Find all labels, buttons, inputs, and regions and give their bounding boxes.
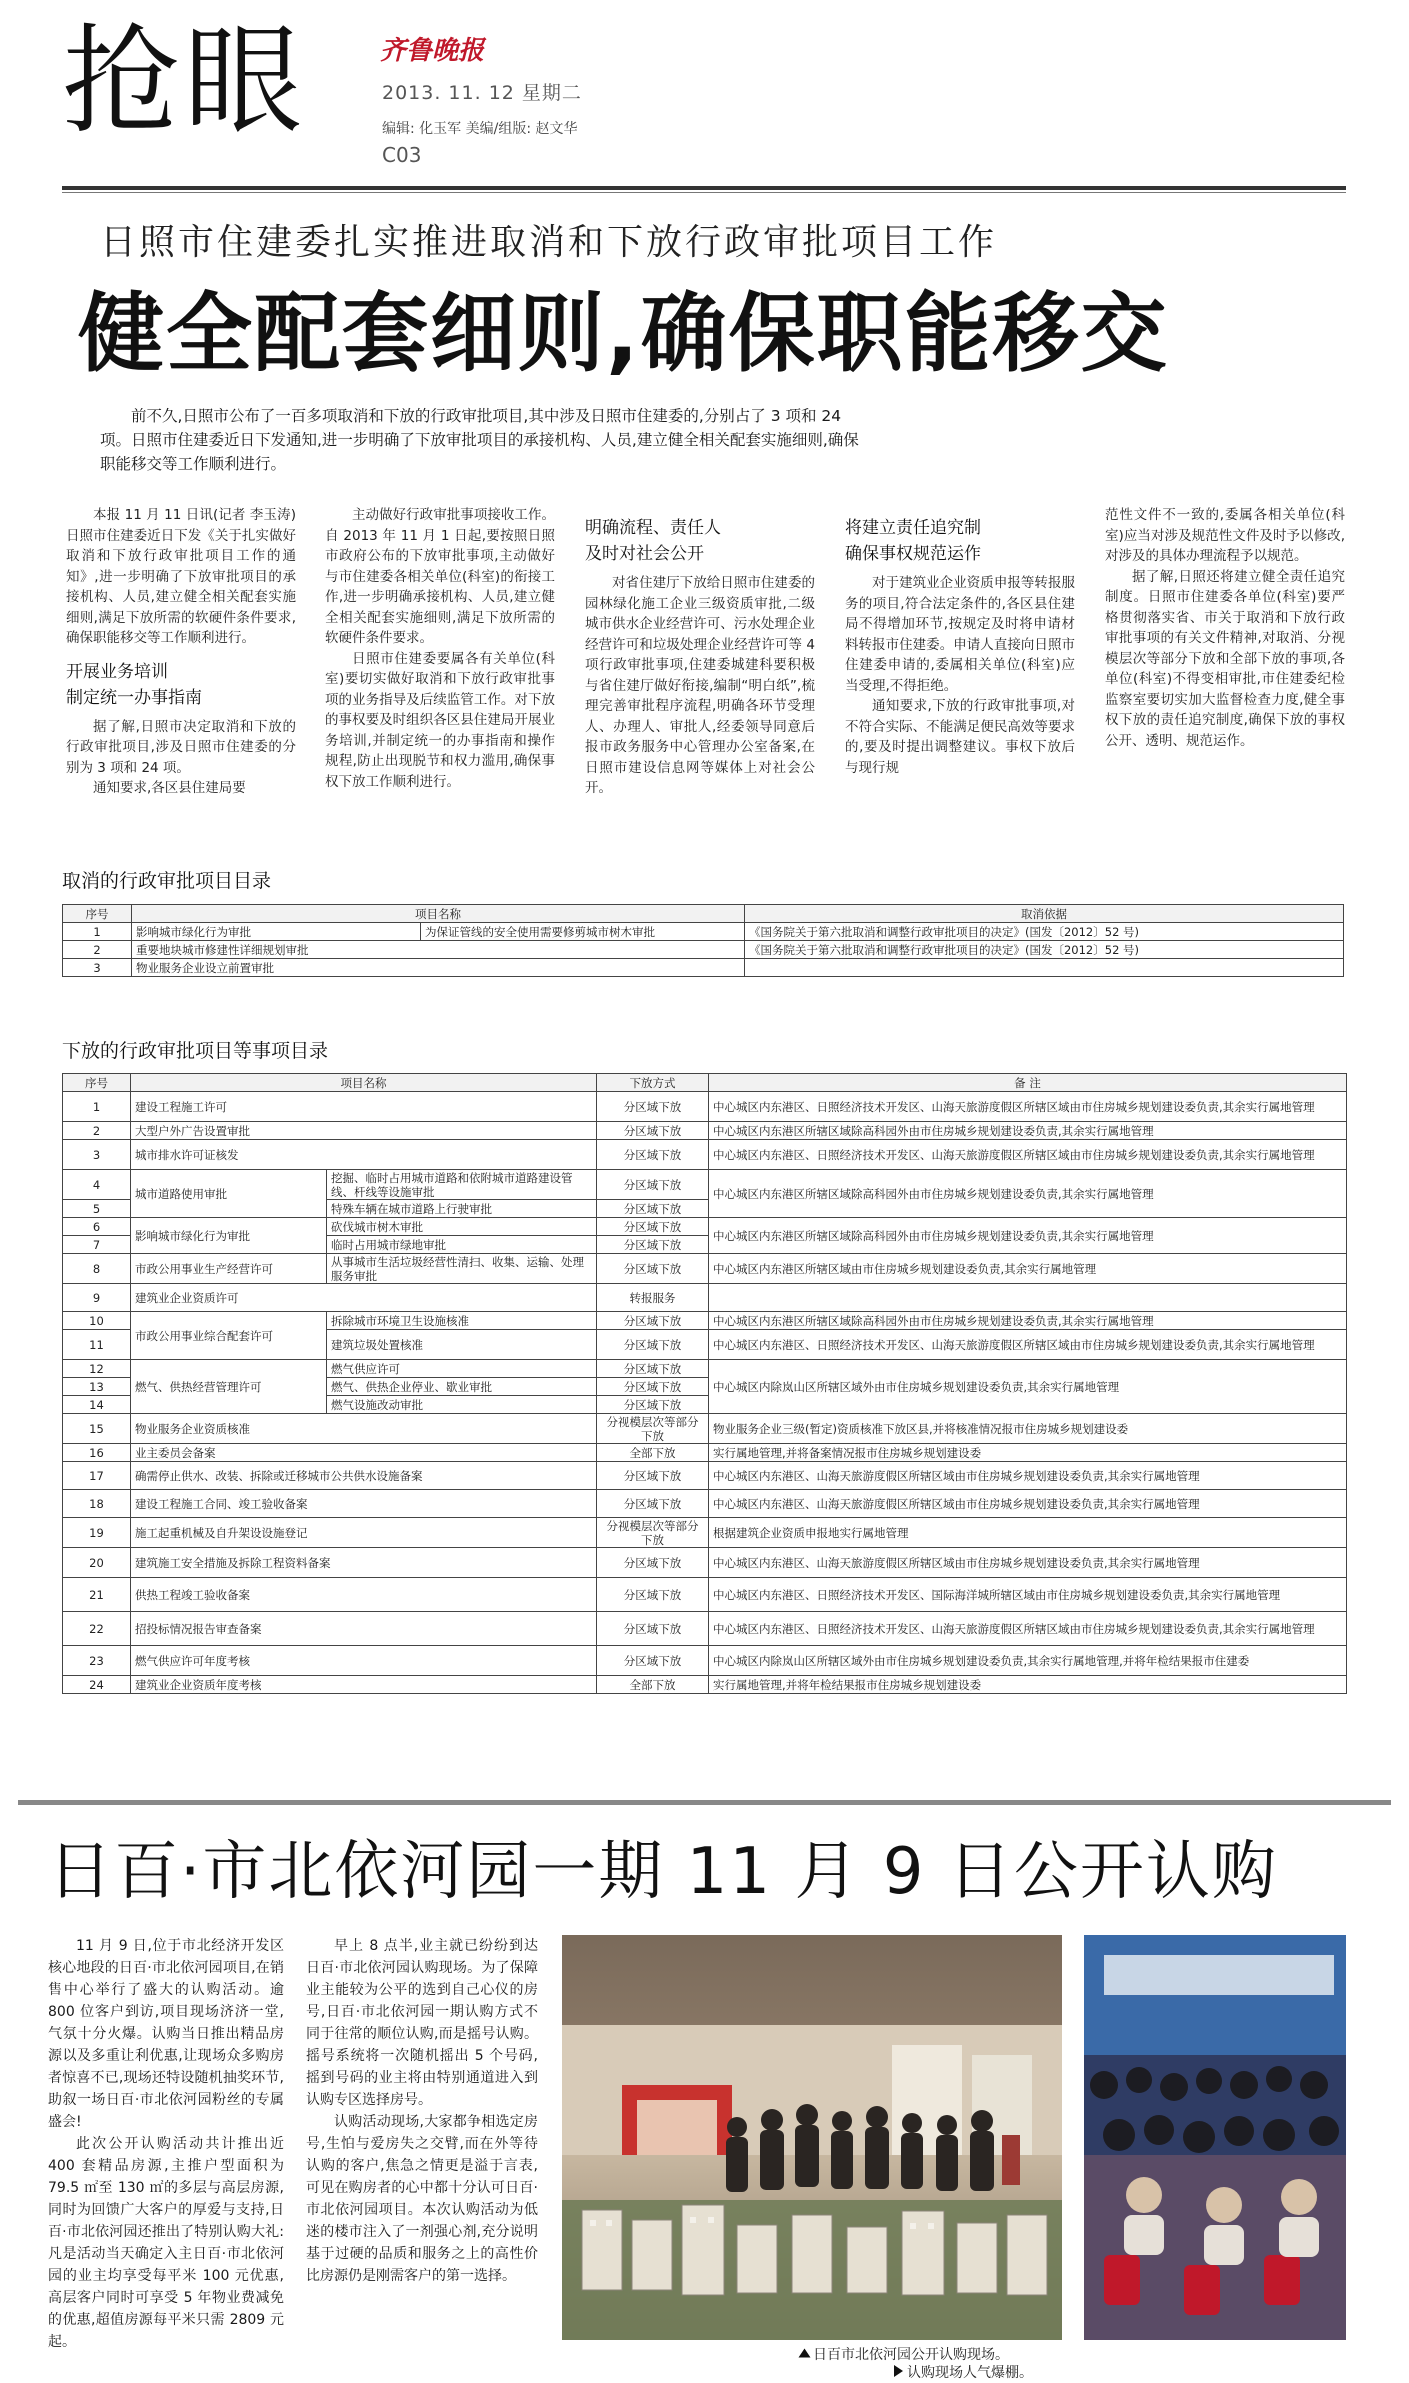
- table-cell: 燃气供应许可: [327, 1360, 597, 1378]
- table-cell: 分区域下放: [597, 1170, 709, 1200]
- table-cell: 物业服务企业三级(暂定)资质核准下放区县,并将核准情况报市住房城乡规划建设委: [709, 1414, 1347, 1444]
- table-row: [63, 941, 1344, 959]
- cancelled-items-table: [62, 904, 1344, 977]
- table-header: 下放方式: [597, 1074, 709, 1092]
- right-arrow-icon: [894, 2365, 903, 2377]
- table-cell: 中心城区内东港区、日照经济技术开发区、山海天旅游度假区所辖区域由市住房城乡规划建设委负责,其余实行属地管理: [709, 1330, 1347, 1360]
- table-cell: 12: [63, 1360, 131, 1378]
- section-heading: 将建立责任追究制 确保事权规范运作: [845, 518, 981, 564]
- table-cell: 特殊车辆在城市道路上行驶审批: [327, 1200, 597, 1218]
- table-cell: 建设工程施工合同、竣工验收备案: [131, 1490, 597, 1518]
- table-row: [63, 1360, 1347, 1378]
- table-cell: 中心城区内东港区所辖区域除高科园外由市住房城乡规划建设委负责,其余实行属地管理: [709, 1312, 1347, 1330]
- masthead-rule-thin: [62, 192, 1346, 193]
- sales-event-photo: [562, 1935, 1062, 2340]
- article-lead: 前不久,日照市公布了一百多项取消和下放的行政审批项目,其中涉及日照市住建委的,分别占了 3 项和 24 项。日照市住建委近日下发通知,进一步明确了下放审批项目的承接机构、人员,建立健全相关配套实施细则,确保职能移交等工作顺利进行。: [100, 407, 859, 473]
- table-cell: 为保证管线的安全使用需要修剪城市树木审批: [421, 923, 745, 941]
- table-cell: 物业服务企业资质核准: [131, 1414, 597, 1444]
- table-row: [63, 1646, 1347, 1676]
- ad-column-2: [306, 1935, 538, 2287]
- table-cell: 拆除城市环境卫生设施核准: [327, 1312, 597, 1330]
- table-cell: 临时占用城市绿地审批: [327, 1236, 597, 1254]
- table-cell: 影响城市绿化行为审批: [132, 923, 421, 941]
- ad-column-1: [48, 1935, 284, 2353]
- table-row: [63, 959, 1344, 977]
- table-cell: 分区域下放: [597, 1218, 709, 1236]
- table-row: [63, 1092, 1347, 1122]
- paragraph: 对于建筑业企业资质申报等转报服务的项目,符合法定条件的,各区县住建局不得增加环节,按规定及时将申请材料转报市住建委。申请人直接向日照市住建委申请的,委属相关单位(科室)应当受理,不得拒绝。: [845, 575, 1075, 694]
- paragraph: 11 月 9 日,位于市北经济开发区核心地段的日百·市北依河园项目,在销售中心举行了盛大的认购活动。逾 800 位客户到访,项目现场济济一堂,气氛十分火爆。认购当日推出精品房源以及多重让利优惠,让现场众多购房者惊喜不已,现场还特设随机抽奖环节,助叙一场日百·市北依河园粉丝的专属盛会!: [48, 1938, 284, 2130]
- table-cell: 24: [63, 1676, 131, 1694]
- table-row: [63, 1518, 1347, 1548]
- table-header: 备 注: [709, 1074, 1347, 1092]
- table-cell: 21: [63, 1578, 131, 1612]
- crowd-photo: [1084, 1935, 1346, 2340]
- table-cell: 重要地块城市修建性详细规划审批: [132, 941, 745, 959]
- table-cell: 11: [63, 1330, 131, 1360]
- table-cell: 8: [63, 1254, 131, 1284]
- table-cell: 分区域下放: [597, 1122, 709, 1140]
- article-column-1: [66, 505, 296, 799]
- table-cell: 燃气设施改动审批: [327, 1396, 597, 1414]
- paragraph: 通知要求,各区县住建局要: [93, 780, 246, 796]
- table-cell: 大型户外广告设置审批: [131, 1122, 597, 1140]
- table-cell: 3: [63, 959, 132, 977]
- table-cell: 7: [63, 1236, 131, 1254]
- table-cell: 中心城区内除岚山区所辖区域外由市住房城乡规划建设委负责,其余实行属地管理,并将年检结果报市住建委: [709, 1646, 1347, 1676]
- editor-credits: 编辑: 化玉军 美编/组版: 赵文华: [382, 121, 578, 137]
- table-cell: 分区域下放: [597, 1254, 709, 1284]
- article-headline: 健全配套细则,确保职能移交: [78, 284, 1169, 384]
- table-cell: 《国务院关于第六批取消和调整行政审批项目的决定》(国发〔2012〕52 号): [745, 941, 1344, 959]
- article-column-5: [1105, 505, 1345, 751]
- table-cell: 业主委员会备案: [131, 1444, 597, 1462]
- table-cell: 20: [63, 1548, 131, 1578]
- table-cell: 分区域下放: [597, 1378, 709, 1396]
- table-cell: 全部下放: [597, 1444, 709, 1462]
- table-cell: 分区域下放: [597, 1646, 709, 1676]
- table-cell: 1: [63, 923, 132, 941]
- table-cell: 供热工程竣工验收备案: [131, 1578, 597, 1612]
- table-cell: 17: [63, 1462, 131, 1490]
- table-cell: 16: [63, 1444, 131, 1462]
- table-cell: 18: [63, 1490, 131, 1518]
- table-row: [63, 1312, 1347, 1330]
- table-cell: 确需停止供水、改装、拆除或迁移城市公共供水设施备案: [131, 1462, 597, 1490]
- paragraph: 此次公开认购活动共计推出近 400 套精品房源,主推户型面积为 79.5 ㎡至 130 ㎡的多层与高层房源,同时为回馈广大客户的厚爱与支持,日百·市北依河园还推出了特别认购大礼:凡是活动当天确定入主日百·市北依河园的业主均享受每平米 100 元优惠,高层客户同时可享受 5 年物业费减免的优惠,超值房源每平米只需 2809 元起。: [48, 2136, 284, 2350]
- table-cell: 燃气供应许可年度考核: [131, 1646, 597, 1676]
- table-header: 项目名称: [132, 905, 745, 923]
- page-number: C03: [382, 143, 422, 167]
- photo-caption-1: 日百市北依河园公开认购现场。: [800, 2344, 1009, 2364]
- photo-caption-2: 认购现场人气爆棚。: [894, 2362, 1033, 2382]
- table-cell: 市政公用事业综合配套许可: [131, 1312, 327, 1360]
- table-cell: 5: [63, 1200, 131, 1218]
- paragraph: 据了解,日照市决定取消和下放的行政审批项目,涉及日照市住建委的分别为 3 项和 24 项。: [66, 718, 296, 776]
- table-cell: 中心城区内东港区、日照经济技术开发区、山海天旅游度假区所辖区域由市住房城乡规划建设委负责,其余实行属地管理: [709, 1140, 1347, 1170]
- table-row: [63, 1140, 1347, 1170]
- table2-title: 下放的行政审批项目等事项目录: [62, 1040, 329, 1062]
- table-cell: 10: [63, 1312, 131, 1330]
- table-cell: 2: [63, 941, 132, 959]
- table-cell: 3: [63, 1140, 131, 1170]
- article-subhead: 日照市住建委扎实推进取消和下放行政审批项目工作: [100, 222, 998, 263]
- table-cell: 实行属地管理,并将备案情况报市住房城乡规划建设委: [709, 1444, 1347, 1462]
- paragraph: 范性文件不一致的,委属各相关单位(科室)应当对涉及规范性文件及时予以修改,对涉及的具体办理流程予以规范。: [1105, 507, 1345, 564]
- table-cell: 燃气、供热经营管理许可: [131, 1360, 327, 1414]
- table-row: [63, 1218, 1347, 1236]
- table-cell: 建筑垃圾处置核准: [327, 1330, 597, 1360]
- table-cell: 分区域下放: [597, 1236, 709, 1254]
- table-cell: 砍伐城市树木审批: [327, 1218, 597, 1236]
- table-row: [63, 1444, 1347, 1462]
- paragraph: 通知要求,下放的行政审批事项,对不符合实际、不能满足便民高效等要求的,要及时提出调整建议。事权下放后与现行规: [845, 698, 1075, 776]
- table-cell: 分区域下放: [597, 1140, 709, 1170]
- table-header: 项目名称: [131, 1074, 597, 1092]
- table-row: [63, 1548, 1347, 1578]
- table-cell: 中心城区内东港区所辖区域除高科园外由市住房城乡规划建设委负责,其余实行属地管理: [709, 1218, 1347, 1254]
- table-cell: 中心城区内东港区所辖区域除高科园外由市住房城乡规划建设委负责,其余实行属地管理: [709, 1170, 1347, 1218]
- paragraph: 认购活动现场,大家都争相选定房号,生怕与爱房失之交臂,而在外等待认购的客户,焦急之情更是溢于言表,可见在购房者的心中都十分认可日百·市北依河园项目。本次认购活动为低迷的楼市注入了一剂强心剂,充分说明基于过硬的品质和服务之上的高性价比房源仍是刚需客户的第一选择。: [306, 2114, 538, 2284]
- table-cell: 13: [63, 1378, 131, 1396]
- newspaper-brand: 齐鲁晚报: [380, 36, 485, 66]
- table-cell: 分区域下放: [597, 1578, 709, 1612]
- table-cell: 2: [63, 1122, 131, 1140]
- table-cell: [709, 1284, 1347, 1312]
- table-cell: 建设工程施工许可: [131, 1092, 597, 1122]
- paragraph: 对省住建厅下放给日照市住建委的园林绿化施工企业三级资质审批,二级城市供水企业经营许可、污水处理企业经营许可和垃圾处理企业经营许可等 4 项行政审批事项,住建委城建科要积极与省住建厅做好衔接,编制“明白纸”,梳理完善审批程序流程,明确各环节受理人、办理人、审批人,经委领导同意后报市政务服务中心管理办公室备案,在日照市建设信息网等媒体上对社会公开。: [585, 575, 815, 796]
- table-cell: 分视模层次等部分下放: [597, 1518, 709, 1548]
- paragraph: 据了解,日照还将建立健全责任追究制度。日照市住建委各单位(科室)要严格贯彻落实省、市关于取消和下放行政审批事项的有关文件精神,对取消、分视模层次等部分下放和全部下放的事项,各单位(科室)不得变相审批,市住建委纪检监察室要切实加大监督检查力度,健全事权下放的责任追究制度,确保下放的事权公开、透明、规范运作。: [1105, 568, 1345, 749]
- table-cell: 分区域下放: [597, 1548, 709, 1578]
- table-cell: 19: [63, 1518, 131, 1548]
- table-header: 序号: [63, 905, 132, 923]
- table-row: [63, 1414, 1347, 1444]
- table-cell: 23: [63, 1646, 131, 1676]
- table-cell: 城市道路使用审批: [131, 1170, 327, 1218]
- table-cell: 全部下放: [597, 1676, 709, 1694]
- table-cell: 建筑业企业资质年度考核: [131, 1676, 597, 1694]
- section-divider: [18, 1800, 1391, 1805]
- table-cell: 中心城区内东港区、日照经济技术开发区、山海天旅游度假区所辖区域由市住房城乡规划建设委负责,其余实行属地管理: [709, 1092, 1347, 1122]
- table-cell: 中心城区内东港区、山海天旅游度假区所辖区域由市住房城乡规划建设委负责,其余实行属地管理: [709, 1462, 1347, 1490]
- table-cell: 中心城区内东港区、日照经济技术开发区、国际海洋城所辖区域由市住房城乡规划建设委负责,其余实行属地管理: [709, 1578, 1347, 1612]
- table-cell: 燃气、供热企业停业、歇业审批: [327, 1378, 597, 1396]
- delegated-items-table: [62, 1073, 1347, 1694]
- ad-headline: 日百·市北依河园一期 11 月 9 日公开认购: [48, 1835, 1278, 1909]
- table-cell: 9: [63, 1284, 131, 1312]
- table-header-row: [63, 905, 1344, 923]
- table-cell: 挖掘、临时占用城市道路和依附城市道路建设管线、杆线等设施审批: [327, 1170, 597, 1200]
- table-cell: 实行属地管理,并将年检结果报市住房城乡规划建设委: [709, 1676, 1347, 1694]
- table-cell: 从事城市生活垃圾经营性清扫、收集、运输、处理服务审批: [327, 1254, 597, 1284]
- table-row: [63, 1490, 1347, 1518]
- table-cell: 中心城区内东港区、山海天旅游度假区所辖区域由市住房城乡规划建设委负责,其余实行属地管理: [709, 1548, 1347, 1578]
- table-row: [63, 923, 1344, 941]
- table-row: [63, 1122, 1347, 1140]
- table-cell: 建筑施工安全措施及拆除工程资料备案: [131, 1548, 597, 1578]
- table-cell: [745, 959, 1344, 977]
- table-cell: 物业服务企业设立前置审批: [132, 959, 745, 977]
- table-row: [63, 1612, 1347, 1646]
- table-cell: 城市排水许可证核发: [131, 1140, 597, 1170]
- table-cell: 22: [63, 1612, 131, 1646]
- table-cell: 1: [63, 1092, 131, 1122]
- table-cell: 中心城区内东港区、日照经济技术开发区、山海天旅游度假区所辖区域由市住房城乡规划建设委负责,其余实行属地管理: [709, 1612, 1347, 1646]
- section-heading: 明确流程、责任人 及时对社会公开: [585, 518, 721, 564]
- table-cell: 分区域下放: [597, 1360, 709, 1378]
- table-cell: 根据建筑企业资质申报地实行属地管理: [709, 1518, 1347, 1548]
- table-cell: 4: [63, 1170, 131, 1200]
- table-cell: 14: [63, 1396, 131, 1414]
- table-cell: 中心城区内东港区所辖区域由市住房城乡规划建设委负责,其余实行属地管理: [709, 1254, 1347, 1284]
- section-heading: 开展业务培训 制定统一办事指南: [66, 661, 202, 708]
- table-header-row: [63, 1074, 1347, 1092]
- article-column-3: [585, 515, 815, 799]
- table-cell: 分区域下放: [597, 1092, 709, 1122]
- paragraph: 早上 8 点半,业主就已纷纷到达日百·市北依河园认购现场。为了保障业主能较为公平的选到自己心仪的房号,日百·市北依河园一期认购方式不同于往常的顺位认购,而是摇号认购。摇号系统将一次随机摇出 5 个号码,摇到号码的业主将由特别通道进入到认购专区选择房号。: [306, 1938, 538, 2108]
- issue-date: 2013. 11. 12 星期二: [382, 82, 582, 104]
- paragraph: 日照市住建委要属各有关单位(科室)要切实做好取消和下放行政审批事项的业务指导及后续监管工作。对下放的事权要及时组织各区县住建局开展业务培训,并制定统一的办事指南和操作规程,防止出现脱节和权力滥用,确保事权下放工作顺利进行。: [325, 650, 555, 790]
- table-cell: 分区域下放: [597, 1462, 709, 1490]
- table-cell: 招投标情况报告审查备案: [131, 1612, 597, 1646]
- table-cell: 分区域下放: [597, 1200, 709, 1218]
- table-row: [63, 1284, 1347, 1312]
- paragraph: 本报 11 月 11 日讯(记者 李玉涛) 日照市住建委近日下发《关于扎实做好取消和下放行政审批项目工作的通知》,进一步明确了下放审批项目的承接机构、人员,建立健全相关配套实施细则,满足下放所需的软硬件条件要求,确保职能移交等工作顺利进行。: [66, 507, 296, 646]
- crowd-photo-art: [1084, 1935, 1346, 2340]
- table-cell: 分区域下放: [597, 1612, 709, 1646]
- table-cell: 转报服务: [597, 1284, 709, 1312]
- table-row: [63, 1170, 1347, 1200]
- paragraph: 主动做好行政审批事项接收工作。自 2013 年 11 月 1 日起,要按照日照市政府公布的下放审批事项,主动做好与市住建委各相关单位(科室)的衔接工作,进一步明确承接机构、人员,建立健全相关配套实施细则,满足下放所需的软硬件条件要求。: [325, 507, 555, 646]
- table-row: [63, 1676, 1347, 1694]
- table-cell: 中心城区内东港区所辖区域除高科园外由市住房城乡规划建设委负责,其余实行属地管理: [709, 1122, 1347, 1140]
- sales-event-photo-art: [562, 1935, 1062, 2340]
- table-cell: 市政公用事业生产经营许可: [131, 1254, 327, 1284]
- section-title: 抢眼: [62, 12, 307, 150]
- table-cell: 中心城区内除岚山区所辖区域外由市住房城乡规划建设委负责,其余实行属地管理: [709, 1360, 1347, 1414]
- table-cell: 分区域下放: [597, 1330, 709, 1360]
- table-cell: 6: [63, 1218, 131, 1236]
- masthead-rule: [62, 186, 1346, 190]
- table-cell: 中心城区内东港区、山海天旅游度假区所辖区域由市住房城乡规划建设委负责,其余实行属地管理: [709, 1490, 1347, 1518]
- table1-title: 取消的行政审批项目目录: [62, 870, 272, 892]
- table-cell: 分区域下放: [597, 1490, 709, 1518]
- table-cell: 分视模层次等部分下放: [597, 1414, 709, 1444]
- table-row: [63, 1578, 1347, 1612]
- table-cell: 建筑业企业资质许可: [131, 1284, 597, 1312]
- table-cell: 15: [63, 1414, 131, 1444]
- table-row: [63, 1254, 1347, 1284]
- table-cell: 影响城市绿化行为审批: [131, 1218, 327, 1254]
- table-cell: 分区域下放: [597, 1396, 709, 1414]
- table-header: 序号: [63, 1074, 131, 1092]
- up-arrow-icon: [799, 2349, 811, 2358]
- table-cell: 施工起重机械及自升架设设施登记: [131, 1518, 597, 1548]
- table-cell: 分区域下放: [597, 1312, 709, 1330]
- article-column-2: [325, 505, 555, 792]
- article-column-4: [845, 515, 1075, 778]
- table-header: 取消依据: [745, 905, 1344, 923]
- table-row: [63, 1462, 1347, 1490]
- table-cell: 《国务院关于第六批取消和调整行政审批项目的决定》(国发〔2012〕52 号): [745, 923, 1344, 941]
